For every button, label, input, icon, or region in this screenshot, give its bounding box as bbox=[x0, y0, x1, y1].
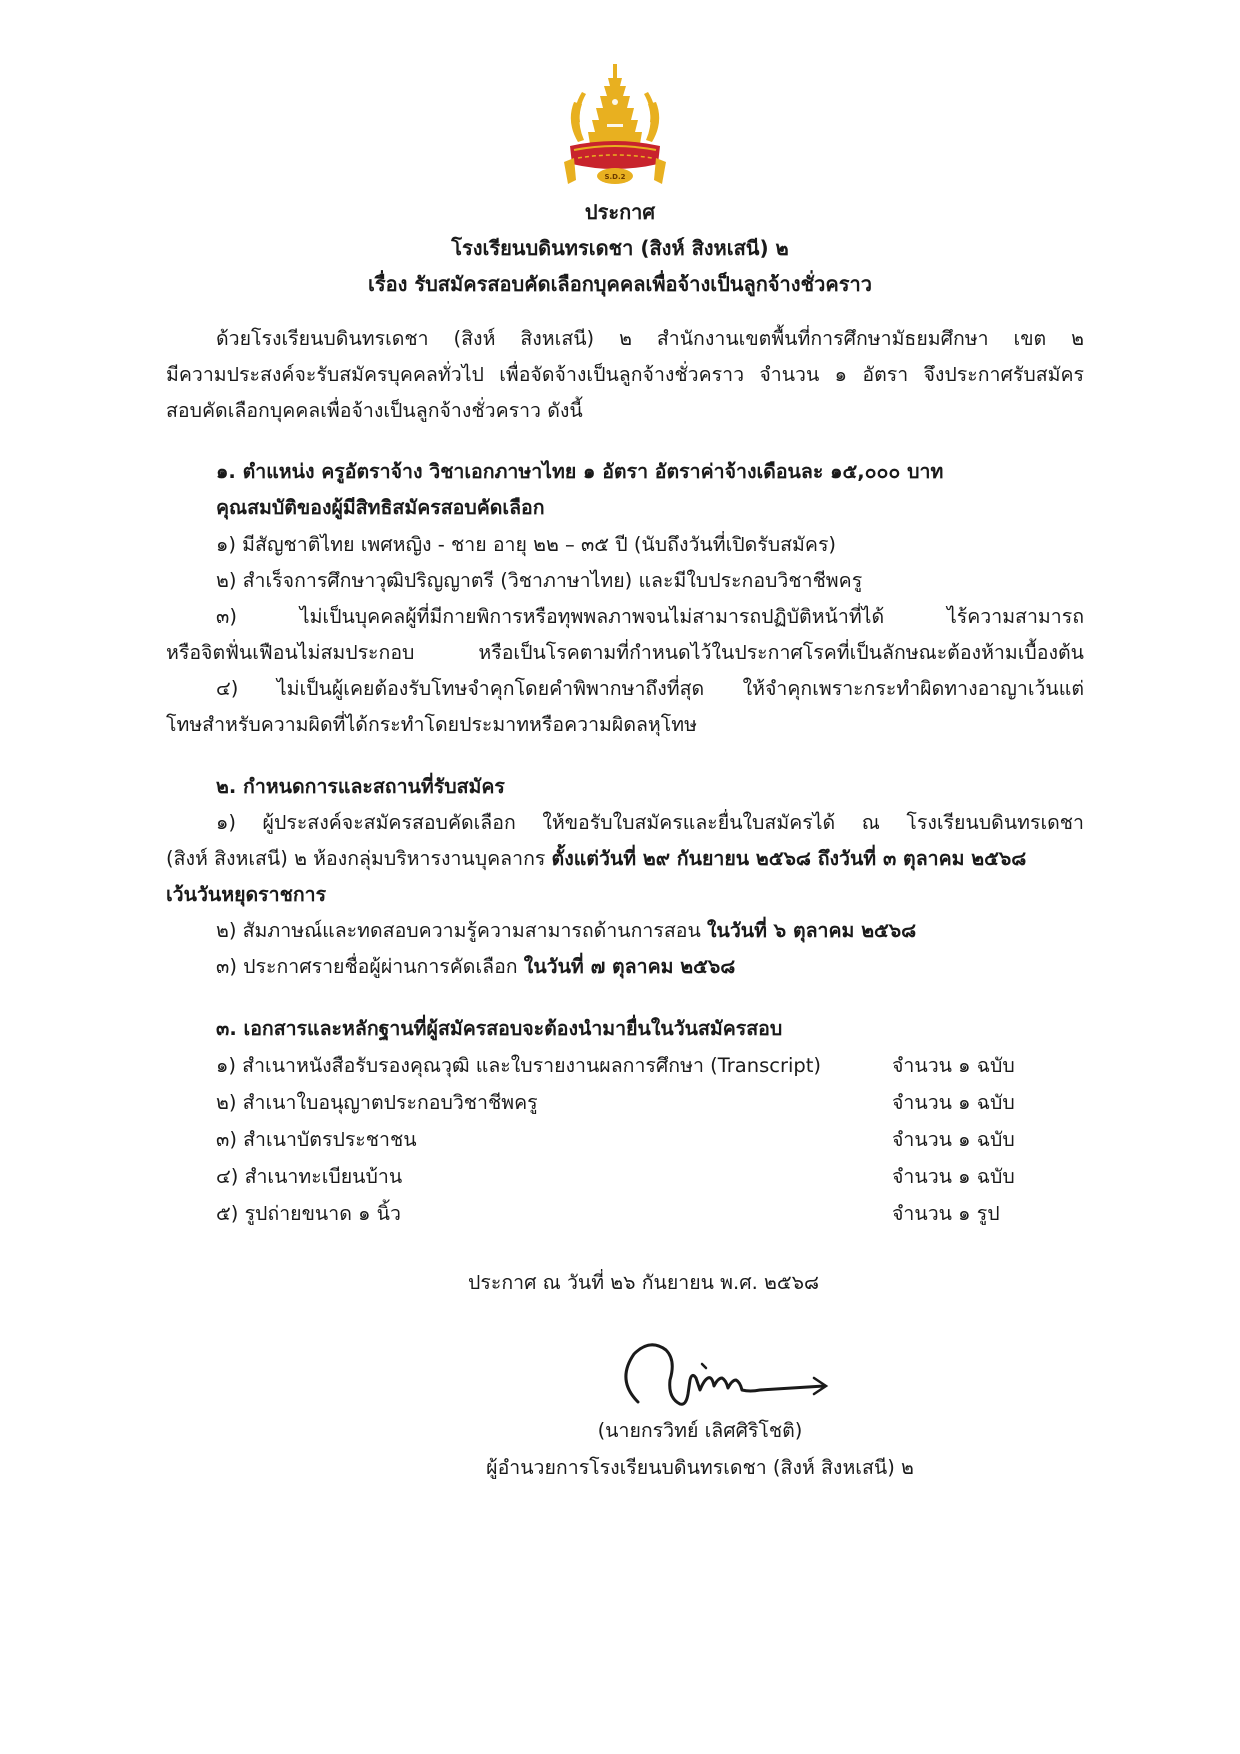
section1-heading: ๑. ตำแหน่ง ครูอัตราจ้าง วิชาเอกภาษาไทย ๑ อัตรา อัตราค่าจ้างเดือนละ ๑๕,๐๐๐ บาท bbox=[216, 460, 944, 483]
section3-heading: ๓. เอกสารและหลักฐานที่ผู้สมัครสอบจะต้องนำมายื่นในวันสมัครสอบ bbox=[216, 1017, 783, 1040]
document-item-quantity: จำนวน ๑ ฉบับ bbox=[892, 1091, 1015, 1114]
section1-item-1: ๑) มีสัญชาติไทย เพศหญิง - ชาย อายุ ๒๒ – ๓๕ ปี (นับถึงวันที่เปิดรับสมัคร) bbox=[216, 533, 837, 556]
handwritten-signature bbox=[610, 1340, 850, 1412]
section1-item-4-line-1: ๔) ไม่เป็นผู้เคยต้องรับโทษจำคุกโดยคำพิพากษาถึงที่สุด ให้จำคุกเพราะกระทำผิดทางอาญาเว้นแต่ bbox=[216, 677, 1084, 700]
section1-item-4-line-2: โทษสำหรับความผิดที่ได้กระทำโดยประมาทหรือความผิดลหุโทษ bbox=[166, 713, 697, 736]
section2-heading: ๒. กำหนดการและสถานที่รับสมัคร bbox=[216, 775, 505, 798]
document-title: ประกาศ bbox=[584, 200, 656, 224]
section2-item-2-text: ๒) สัมภาษณ์และทดสอบความรู้ความสามารถด้านการสอน bbox=[216, 919, 707, 942]
section2-item-2 bbox=[216, 915, 916, 946]
school-name: โรงเรียนบดินทรเดชา (สิงห์ สิงหเสนี) ๒ bbox=[451, 236, 789, 260]
section2-item-3-date: ในวันที่ ๗ ตุลาคม ๒๕๖๘ bbox=[523, 955, 736, 978]
document-item-name: ๓) สำเนาบัตรประชาชน bbox=[216, 1128, 417, 1151]
document-item-quantity: จำนวน ๑ ฉบับ bbox=[892, 1165, 1015, 1188]
section1-item-3-line-2: หรือจิตฟั่นเฟือนไม่สมประกอบ หรือเป็นโรคตามที่กำหนดไว้ในประกาศโรคที่เป็นลักษณะต้องห้ามเบื้องต้น bbox=[166, 641, 1084, 664]
announcement-date: ประกาศ ณ วันที่ ๒๖ กันยายน พ.ศ. ๒๕๖๘ bbox=[468, 1271, 820, 1294]
document-item-name: ๕) รูปถ่ายขนาด ๑ นิ้ว bbox=[216, 1202, 401, 1225]
document-item-quantity: จำนวน ๑ ฉบับ bbox=[892, 1054, 1015, 1077]
intro-line-3: สอบคัดเลือกบุคคลเพื่อจ้างเป็นลูกจ้างชั่วคราว ดังนี้ bbox=[166, 399, 583, 422]
document-item-quantity: จำนวน ๑ รูป bbox=[892, 1202, 1000, 1225]
section2-item-1-location: (สิงห์ สิงหเสนี) ๒ ห้องกลุ่มบริหารงานบุคลากร bbox=[166, 847, 552, 870]
section1-item-2: ๒) สำเร็จการศึกษาวุฒิปริญญาตรี (วิชาภาษาไทย) และมีใบประกอบวิชาชีพครู bbox=[216, 569, 863, 592]
intro-line-2: มีความประสงค์จะรับสมัครบุคคลทั่วไป เพื่อจัดจ้างเป็นลูกจ้างชั่วคราว จำนวน ๑ อัตรา จึงประกาศรับสมัคร bbox=[166, 363, 1084, 386]
section2-item-2-date: ในวันที่ ๖ ตุลาคม ๒๕๖๘ bbox=[707, 919, 917, 942]
section1-item-3-line-1: ๓) ไม่เป็นบุคคลผู้ที่มีกายพิการหรือทุพพลภาพจนไม่สามารถปฏิบัติหน้าที่ได้ ไร้ความสามารถ bbox=[216, 605, 1084, 628]
document-item-name: ๑) สำเนาหนังสือรับรองคุณวุฒิ และใบรายงานผลการศึกษา (Transcript) bbox=[216, 1054, 822, 1077]
svg-text:S.D.2: S.D.2 bbox=[604, 173, 626, 181]
document-item-quantity: จำนวน ๑ ฉบับ bbox=[892, 1128, 1015, 1151]
intro-line-1: ด้วยโรงเรียนบดินทรเดชา (สิงห์ สิงหเสนี) ๒ สำนักงานเขตพื้นที่การศึกษามัธยมศึกษา เขต ๒ bbox=[216, 327, 1084, 350]
school-emblem-logo bbox=[560, 62, 670, 190]
section2-item-1-dates: ตั้งแต่วันที่ ๒๙ กันยายน ๒๕๖๘ ถึงวันที่ ๓ ตุลาคม ๒๕๖๘ bbox=[551, 847, 1027, 870]
section2-item-1-line-1: ๑) ผู้ประสงค์จะสมัครสอบคัดเลือก ให้ขอรับใบสมัครและยื่นใบสมัครได้ ณ โรงเรียนบดินทรเดชา bbox=[216, 811, 1084, 834]
section2-item-1-line-2 bbox=[166, 843, 1026, 874]
document-item-name: ๔) สำเนาทะเบียนบ้าน bbox=[216, 1165, 403, 1188]
signatory-name: (นายกรวิทย์ เลิศศิริโชติ) bbox=[597, 1419, 803, 1442]
section2-item-3-text: ๓) ประกาศรายชื่อผู้ผ่านการคัดเลือก bbox=[216, 955, 524, 978]
announcement-subject: เรื่อง รับสมัครสอบคัดเลือกบุคคลเพื่อจ้างเป็นลูกจ้างชั่วคราว bbox=[368, 272, 872, 296]
section2-item-3 bbox=[216, 951, 735, 982]
document-item-name: ๒) สำเนาใบอนุญาตประกอบวิชาชีพครู bbox=[216, 1091, 538, 1114]
section2-item-1-line-3: เว้นวันหยุดราชการ bbox=[166, 883, 327, 906]
section1-subheading: คุณสมบัติของผู้มีสิทธิสมัครสอบคัดเลือก bbox=[216, 496, 545, 519]
signatory-position: ผู้อำนวยการโรงเรียนบดินทรเดชา (สิงห์ สิงหเสนี) ๒ bbox=[486, 1456, 914, 1479]
